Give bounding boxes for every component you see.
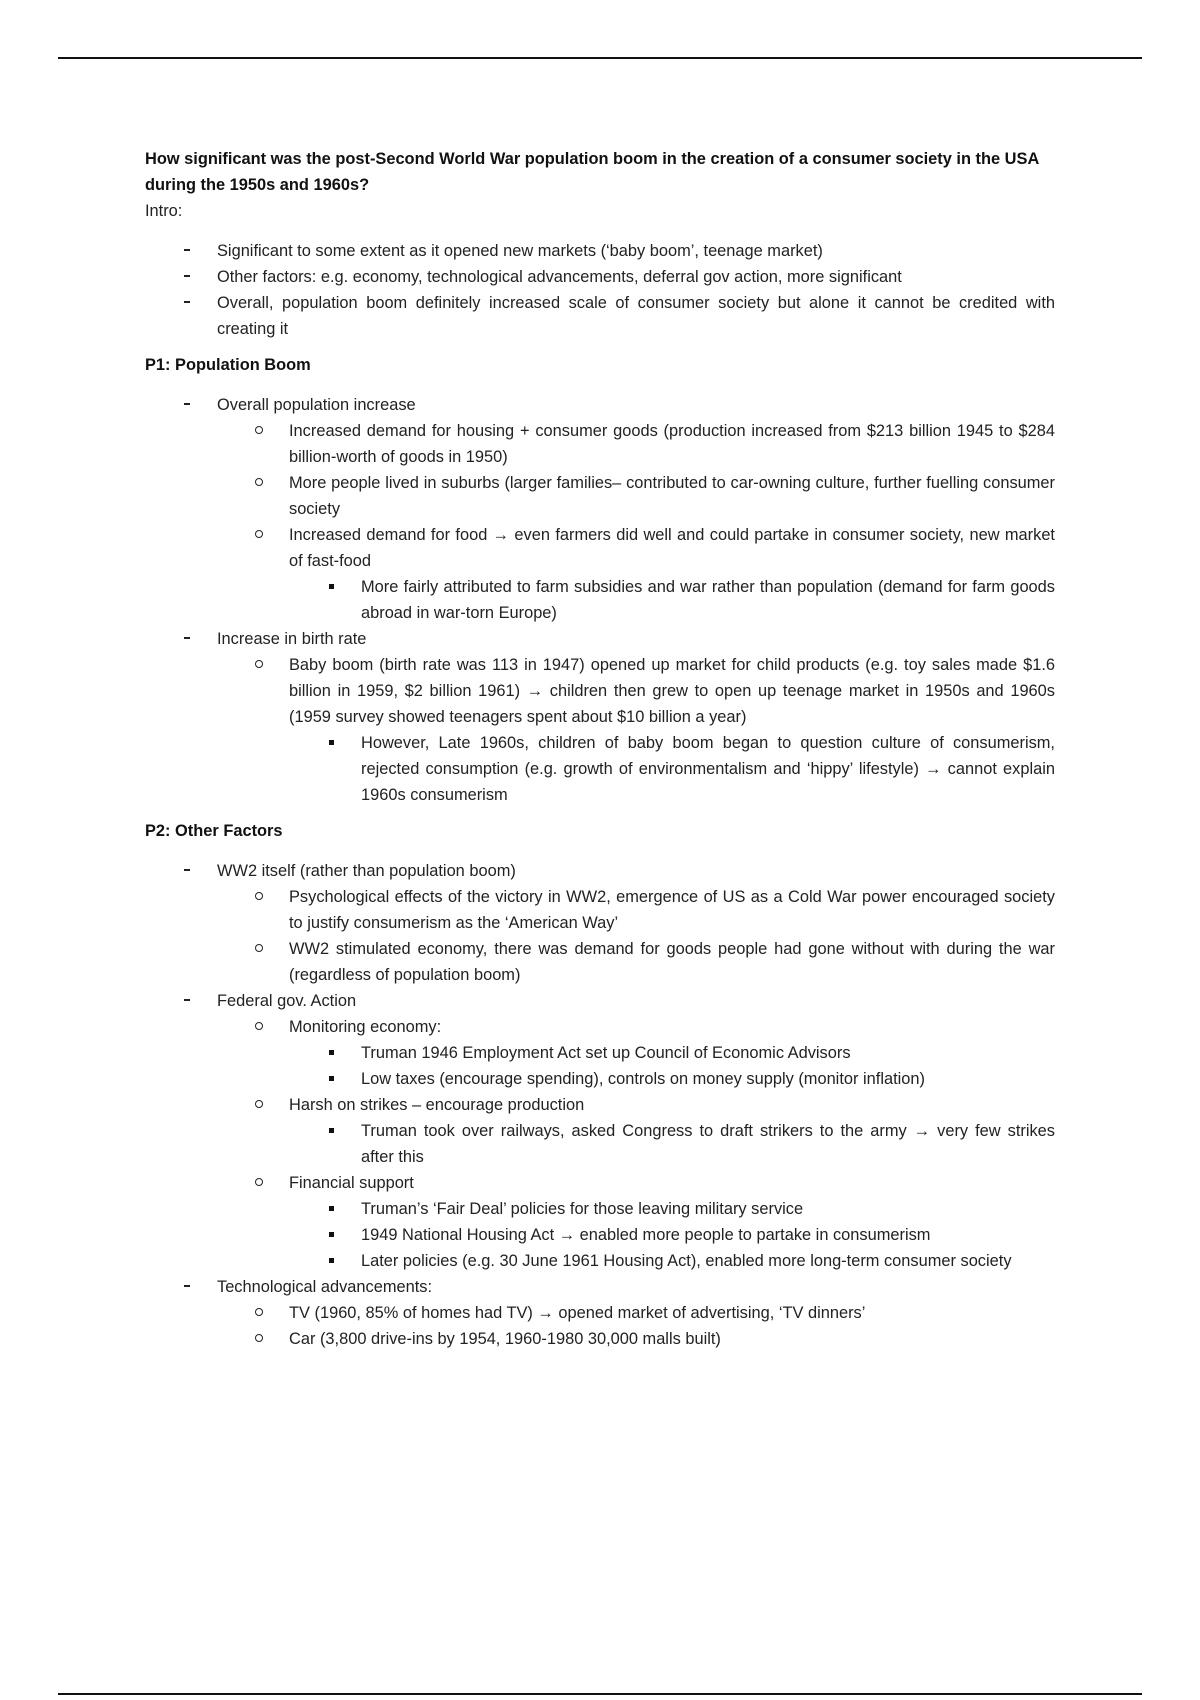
list-item: Baby boom (birth rate was 113 in 1947) opened up market for child products (e.g. toy sales made $1.6 billion in 1959, $2 billion 1961) → children then grew to open up teenage market in 1950s and 1960s (1959 survey showed teenagers spent about $10 billion a year) However, Late 1960s, children of baby boom began to question culture of consumerism, rejected consumption (e.g. growth of environmentalism and ‘hippy’ lifestyle) → cannot explain 1960s consumerism (217, 652, 1055, 808)
circle-bullet-icon (249, 1014, 269, 1040)
list-item: Psychological effects of the victory in WW2, emergence of US as a Cold War power encouraged society to justify consumerism as the ‘American Way’ (217, 884, 1055, 936)
essay-question: How significant was the post-Second World War population boom in the creation of a consumer society in the USA during the 1950s and 1960s? (145, 150, 1039, 194)
list-item: Harsh on strikes – encourage production Truman took over railways, asked Congress to draft strikers to the army → very few strikes after this (217, 1092, 1055, 1170)
bottom-rule (58, 1693, 1142, 1695)
dash-bullet-icon (177, 988, 197, 1014)
sub-sub-list (289, 1040, 1055, 1092)
sub-list (217, 1300, 1055, 1352)
circle-bullet-icon (249, 1326, 269, 1352)
list-item: Increased demand for housing + consumer goods (production increased from $213 billion 1945 to $284 billion-worth of goods in 1950) (217, 418, 1055, 470)
list-item: More fairly attributed to farm subsidies and war rather than population (demand for farm goods abroad in war-torn Europe) (289, 574, 1055, 626)
circle-bullet-icon (249, 1170, 269, 1196)
p2-list (145, 858, 1055, 1352)
sub-sub-list (289, 1196, 1055, 1274)
list-item: Overall, population boom definitely increased scale of consumer society but alone it cannot be credited with creating it (145, 290, 1055, 342)
list-item: Car (3,800 drive-ins by 1954, 1960-1980 30,000 malls built) (217, 1326, 1055, 1352)
list-item: Truman 1946 Employment Act set up Council of Economic Advisors (289, 1040, 1055, 1066)
list-item: More people lived in suburbs (larger families– contributed to car-owning culture, further fuelling consumer society (217, 470, 1055, 522)
document-body (145, 146, 1055, 1362)
dash-bullet-icon (177, 392, 197, 418)
square-bullet-icon (321, 1066, 341, 1092)
list-item: Technological advancements: TV (1960, 85% of homes had TV) → opened market of advertising, ‘TV dinners’ Car (3,800 drive-ins by 1954, 1960-1980 30,000 malls built) (145, 1274, 1055, 1352)
square-bullet-icon (321, 574, 341, 600)
list-item: Financial support Truman’s ‘Fair Deal’ policies for those leaving military service 1949 National Housing Act → enabled more people to partake in consumerism Later policies (e.g. 30 June 1961 Housing Act), enabled more long-term consumer society (217, 1170, 1055, 1274)
circle-bullet-icon (249, 884, 269, 910)
list-item: Significant to some extent as it opened new markets (‘baby boom’, teenage market) (145, 238, 1055, 264)
square-bullet-icon (321, 1248, 341, 1274)
list-item: WW2 itself (rather than population boom) Psychological effects of the victory in WW2, emergence of US as a Cold War power encouraged society to justify consumerism as the ‘American Way’ WW2 stimulated economy, there was demand for goods people had gone without with during the war (regardless of population boom) (145, 858, 1055, 988)
circle-bullet-icon (249, 936, 269, 962)
dash-bullet-icon (177, 1274, 197, 1300)
list-item: Increased demand for food → even farmers did well and could partake in consumer society, new market of fast-food More fairly attributed to farm subsidies and war rather than population (demand for farm goods abroad in war-torn Europe) (217, 522, 1055, 626)
circle-bullet-icon (249, 652, 269, 678)
sub-list (217, 884, 1055, 988)
list-item: Truman took over railways, asked Congress to draft strikers to the army → very few strikes after this (289, 1118, 1055, 1170)
square-bullet-icon (321, 1040, 341, 1066)
list-item: Truman’s ‘Fair Deal’ policies for those leaving military service (289, 1196, 1055, 1222)
list-item: WW2 stimulated economy, there was demand for goods people had gone without with during the war (regardless of population boom) (217, 936, 1055, 988)
dash-bullet-icon (177, 290, 197, 316)
circle-bullet-icon (249, 418, 269, 444)
list-item: Low taxes (encourage spending), controls on money supply (monitor inflation) (289, 1066, 1055, 1092)
sub-list (217, 418, 1055, 626)
list-item: Overall population increase Increased demand for housing + consumer goods (production increased from $213 billion 1945 to $284 billion-worth of goods in 1950) More people lived in suburbs (larger families– contributed to car-owning culture, further fuelling consumer society Increased demand for food → even farmers did well and could partake in consumer society, new market of fast-food More fairly attributed to farm subsidies and war rather than population (demand for farm goods abroad in war-torn Europe) (145, 392, 1055, 626)
top-rule (58, 57, 1142, 59)
list-item: Later policies (e.g. 30 June 1961 Housing Act), enabled more long-term consumer society (289, 1248, 1055, 1274)
list-item: 1949 National Housing Act → enabled more people to partake in consumerism (289, 1222, 1055, 1248)
square-bullet-icon (321, 1118, 341, 1144)
dash-bullet-icon (177, 264, 197, 290)
intro-list (145, 238, 1055, 342)
circle-bullet-icon (249, 1300, 269, 1326)
sub-list (217, 652, 1055, 808)
list-item: Monitoring economy: Truman 1946 Employment Act set up Council of Economic Advisors Low taxes (encourage spending), controls on money supply (monitor inflation) (217, 1014, 1055, 1092)
dash-bullet-icon (177, 858, 197, 884)
intro-label: Intro: (145, 202, 183, 220)
dash-bullet-icon (177, 626, 197, 652)
dash-bullet-icon (177, 238, 197, 264)
list-item: Increase in birth rate Baby boom (birth rate was 113 in 1947) opened up market for child products (e.g. toy sales made $1.6 billion in 1959, $2 billion 1961) → children then grew to open up teenage market in 1950s and 1960s (1959 survey showed teenagers spent about $10 billion a year) However, Late 1960s, children of baby boom began to question culture of consumerism, rejected consumption (e.g. growth of environmentalism and ‘hippy’ lifestyle) → cannot explain 1960s consumerism (145, 626, 1055, 808)
section-heading-p1: P1: Population Boom (145, 356, 311, 374)
list-item: TV (1960, 85% of homes had TV) → opened market of advertising, ‘TV dinners’ (217, 1300, 1055, 1326)
square-bullet-icon (321, 1222, 341, 1248)
list-item: Federal gov. Action Monitoring economy: Truman 1946 Employment Act set up Council of Economic Advisors Low taxes (encourage spending), controls on money supply (monitor inflation) Harsh on strikes – encourage production Truman took over railways, asked Congress to draft strikers to the army → very few strikes after this Financial support Truman’s ‘Fair Deal’ policies for those leaving military service 1949 National Housing Act → enabled more people to partake in consumerism Later policies (e.g. 30 June 1961 Housing Act), enabled more long-term consumer society (145, 988, 1055, 1274)
sub-sub-list (289, 574, 1055, 626)
p1-list (145, 392, 1055, 808)
sub-sub-list (289, 1118, 1055, 1170)
square-bullet-icon (321, 1196, 341, 1222)
list-item: However, Late 1960s, children of baby boom began to question culture of consumerism, rejected consumption (e.g. growth of environmentalism and ‘hippy’ lifestyle) → cannot explain 1960s consumerism (289, 730, 1055, 808)
section-heading-p2: P2: Other Factors (145, 822, 283, 840)
sub-list (217, 1014, 1055, 1274)
list-item: Other factors: e.g. economy, technological advancements, deferral gov action, more significant (145, 264, 1055, 290)
square-bullet-icon (321, 730, 341, 756)
circle-bullet-icon (249, 1092, 269, 1118)
sub-sub-list (289, 730, 1055, 808)
circle-bullet-icon (249, 522, 269, 548)
circle-bullet-icon (249, 470, 269, 496)
